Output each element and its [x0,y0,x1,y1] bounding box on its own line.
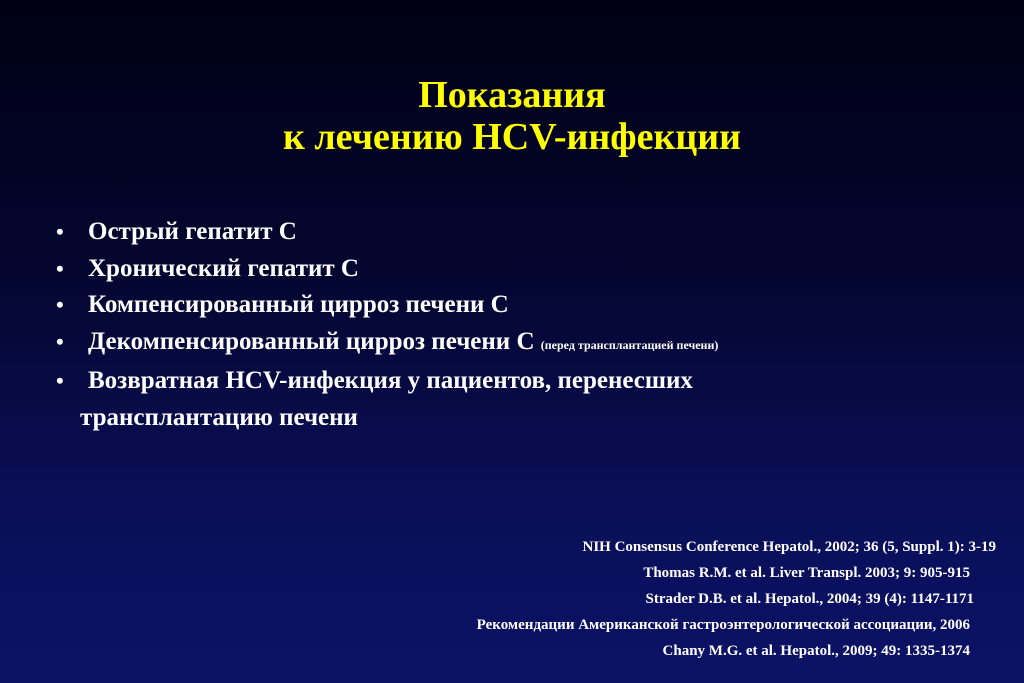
reference-item: Chany M.G. et al. Hepatol., 2009; 49: 1335-1374 [662,643,970,659]
list-item [56,287,996,324]
bullet-icon: • [56,328,64,354]
list-item-text: Острый гепатит С [88,218,297,245]
list-item-text: Компенсированный цирроз печени С [88,291,509,318]
references [477,534,1000,664]
bullet-icon: • [56,255,64,281]
slide-title [0,74,1024,158]
title-line-1: Показания [418,74,606,116]
title-line-2: к лечению HCV-инфекции [282,116,742,158]
list-item [56,251,996,288]
indications-list [56,214,996,436]
list-item-continuation: трансплантацию печени [80,403,358,431]
reference-item: Thomas R.M. et al. Liver Transpl. 2003; 9: 905-915 [643,565,970,581]
list-item-text: Декомпенсированный цирроз печени С [88,327,535,355]
reference-item: Рекомендации Американской гастроэнтерологической ассоциации, 2006 [476,617,970,633]
list-item-text: Возвратная HCV-инфекция у пациентов, перенесших [88,367,693,394]
list-item [56,214,996,251]
reference-item: NIH Consensus Conference Hepatol., 2002; 36 (5, Suppl. 1): 3-19 [582,539,996,555]
list-item-note: (перед трансплантацией печени) [540,337,719,352]
list-item-text: Хронический гепатит С [88,254,359,282]
bullet-icon: • [56,219,64,244]
bullet-icon: • [56,292,64,317]
reference-item: Strader D.B. et al. Hepatol., 2004; 39 (4): 1147-1171 [645,591,974,607]
list-item [56,363,996,436]
bullet-icon: • [56,368,64,393]
list-item [56,324,996,364]
